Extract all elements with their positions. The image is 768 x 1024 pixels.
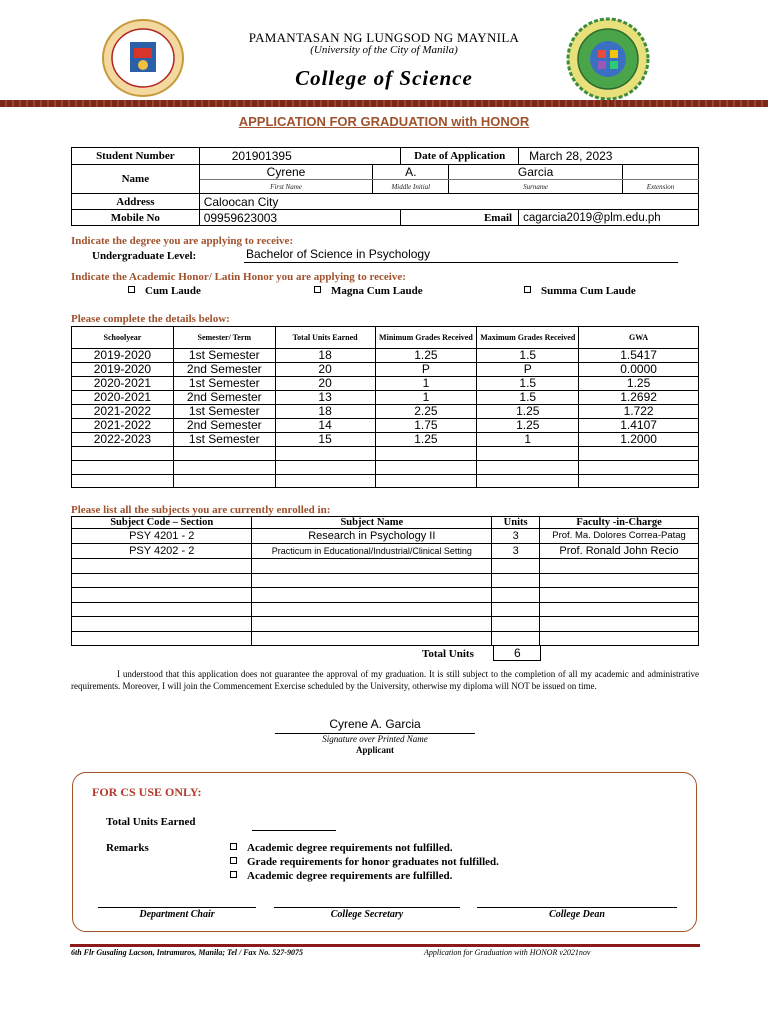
grades-cell-gwa[interactable]: 1.722 [579,405,699,419]
grades-header-gwa: GWA [579,327,699,349]
subject-cell-code[interactable] [72,588,252,603]
grades-cell-gwa[interactable] [579,447,699,461]
grades-cell-max-grade[interactable]: 1.25 [477,405,579,419]
middle-initial-field[interactable]: A. [373,165,449,180]
header-divider [0,100,768,107]
grades-cell-gwa[interactable] [579,474,699,488]
subject-cell-code[interactable]: PSY 4201 - 2 [72,529,252,544]
grades-cell-semester[interactable] [173,474,275,488]
subject-cell-units[interactable]: 3 [492,544,540,559]
grades-cell-min-grade[interactable]: 1.75 [375,419,477,433]
subject-cell-code[interactable] [72,573,252,588]
grades-cell-max-grade[interactable]: 1.5 [477,377,579,391]
subject-cell-faculty[interactable]: Prof. Ronald John Recio [540,544,699,559]
grades-cell-semester[interactable]: 1st Semester [173,433,275,447]
subjects-table [71,516,699,646]
grades-prompt: Please complete the details below: [71,313,230,325]
grades-cell-gwa[interactable]: 1.4107 [579,419,699,433]
grades-row [72,377,699,391]
grades-cell-max-grade[interactable] [477,447,579,461]
department-chair-line [98,907,256,908]
remarks-label: Remarks [106,842,149,854]
grades-cell-semester[interactable] [173,460,275,474]
remark-label-1: Academic degree requirements not fulfilled. [247,842,453,854]
grades-cell-gwa[interactable]: 1.2000 [579,433,699,447]
signature-caption: Signature over Printed Name [322,734,428,744]
subject-cell-name[interactable] [252,602,492,617]
email-field[interactable]: cagarcia2019@plm.edu.ph [519,210,699,226]
subjects-header-name: Subject Name [252,517,492,529]
remark-checkbox-2[interactable] [230,857,237,864]
cs-use-only-title: FOR CS USE ONLY: [92,785,202,799]
form-title: APPLICATION FOR GRADUATION with HONOR [238,114,530,129]
subject-cell-name[interactable] [252,631,492,646]
grades-cell-schoolyear[interactable]: 2021-2022 [72,419,174,433]
grades-header-max-grade: Maximum Grades Received [477,327,579,349]
grades-cell-total-units[interactable]: 14 [275,419,375,433]
subject-row [72,602,699,617]
surname-field[interactable]: Garcia [449,165,623,180]
grades-row [72,474,699,488]
grades-cell-max-grade[interactable] [477,474,579,488]
university-english-name: (University of the City of Manila) [310,44,458,56]
grades-header-min-grade: Minimum Grades Received [375,327,477,349]
applicant-statement: I understood that this application does not guarantee the approval of my graduation. It is still subject to the completion of all my academic and administrative requirements. Moreover, I will join the Commencement Exercise scheduled by the University, otherwise my diploma will NOT be issued on time. [71,669,699,691]
subject-row [72,573,699,588]
grades-cell-gwa[interactable]: 1.2692 [579,391,699,405]
grades-cell-total-units[interactable]: 15 [275,433,375,447]
grades-cell-total-units[interactable]: 13 [275,391,375,405]
subject-cell-units[interactable] [492,617,540,632]
cum-laude-checkbox[interactable] [128,286,135,293]
grades-cell-gwa[interactable]: 0.0000 [579,363,699,377]
remark-label-2: Grade requirements for honor graduates not fulfilled. [247,856,499,868]
remark-checkbox-1[interactable] [230,843,237,850]
mobile-label: Mobile No [72,210,200,226]
grades-cell-schoolyear[interactable]: 2021-2022 [72,405,174,419]
university-name: PAMANTASAN NG LUNGSOD NG MAYNILA [248,30,520,45]
subject-cell-units[interactable] [492,588,540,603]
subject-cell-faculty[interactable] [540,573,699,588]
subject-cell-faculty[interactable] [540,617,699,632]
subject-cell-units[interactable] [492,602,540,617]
student-number-label: Student Number [72,148,200,165]
grades-row [72,349,699,363]
applicant-printed-name: Cyrene A. Garcia [329,717,421,731]
subject-cell-name[interactable] [252,588,492,603]
remark-checkbox-3[interactable] [230,871,237,878]
grades-cell-total-units[interactable]: 20 [275,377,375,391]
total-units-earned-label: Total Units Earned [106,816,196,828]
grades-cell-schoolyear[interactable]: 2019-2020 [72,363,174,377]
grades-cell-max-grade[interactable]: 1.5 [477,349,579,363]
magna-cum-laude-option[interactable] [314,285,423,297]
subject-cell-code[interactable] [72,631,252,646]
grades-cell-schoolyear[interactable] [72,474,174,488]
subject-cell-code[interactable] [72,617,252,632]
subjects-header-code: Subject Code – Section [72,517,252,529]
footer-form-code: Application for Graduation with HONOR v2021nov [424,948,591,957]
subject-row [72,631,699,646]
total-units-label: Total Units [422,648,474,660]
subject-cell-code[interactable]: PSY 4202 - 2 [72,544,252,559]
magna-cum-laude-label: Magna Cum Laude [331,285,423,297]
grades-cell-schoolyear[interactable]: 2022-2023 [72,433,174,447]
grades-cell-min-grade[interactable] [375,447,477,461]
student-info-table [71,147,699,226]
subject-cell-faculty[interactable] [540,588,699,603]
extension-field[interactable] [622,165,698,180]
subject-row [72,559,699,574]
grades-cell-max-grade[interactable]: 1 [477,433,579,447]
subject-row [72,617,699,632]
footer-address: 6th Flr Gusaling Lacson, Intramuros, Manila; Tel / Fax No. 527-9075 [71,948,303,957]
student-number-field[interactable]: 201901395 [199,148,401,165]
grades-cell-max-grade[interactable]: P [477,363,579,377]
applicant-role: Applicant [355,745,394,755]
grades-cell-min-grade[interactable]: 1.25 [375,349,477,363]
grades-cell-semester[interactable]: 1st Semester [173,377,275,391]
date-of-application-field[interactable]: March 28, 2023 [519,148,699,165]
subject-cell-faculty[interactable] [540,631,699,646]
grades-cell-semester[interactable] [173,447,275,461]
name-label: Name [72,165,200,194]
department-chair-label: Department Chair [139,909,215,920]
grades-cell-max-grade[interactable] [477,460,579,474]
grades-row [72,447,699,461]
grades-row [72,419,699,433]
subject-cell-units[interactable] [492,631,540,646]
grades-row [72,405,699,419]
email-label: Email [401,210,519,226]
extension-caption: Extension [622,180,698,194]
grades-table [71,326,699,488]
date-of-application-label: Date of Application [401,148,519,165]
grades-header-total-units: Total Units Earned [275,327,375,349]
undergraduate-level-field[interactable]: Bachelor of Science in Psychology [244,247,678,263]
grades-row [72,460,699,474]
grades-cell-schoolyear[interactable]: 2019-2020 [72,349,174,363]
subject-cell-units[interactable]: 3 [492,529,540,544]
subjects-header-units: Units [492,517,540,529]
grades-cell-max-grade[interactable]: 1.25 [477,419,579,433]
grades-cell-semester[interactable]: 2nd Semester [173,363,275,377]
summa-cum-laude-checkbox[interactable] [524,286,531,293]
cum-laude-label: Cum Laude [145,285,201,297]
subject-cell-name[interactable] [252,617,492,632]
middle-initial-caption: Middle Initial [373,180,449,194]
subject-cell-units[interactable] [492,573,540,588]
grades-cell-schoolyear[interactable] [72,447,174,461]
magna-cum-laude-checkbox[interactable] [314,286,321,293]
remark-option-1[interactable] [230,842,453,854]
grades-row [72,433,699,447]
grades-cell-schoolyear[interactable]: 2020-2021 [72,391,174,405]
first-name-field[interactable]: Cyrene [199,165,373,180]
grades-cell-max-grade[interactable]: 1.5 [477,391,579,405]
college-secretary-label: College Secretary [330,909,404,920]
grades-cell-gwa[interactable]: 1.25 [579,377,699,391]
grades-header-schoolyear: Schoolyear [72,327,174,349]
surname-caption: Surname [449,180,623,194]
college-dean-label: College Dean [549,909,605,920]
subject-cell-name[interactable] [252,573,492,588]
subject-cell-name[interactable] [252,559,492,574]
grades-cell-min-grade[interactable] [375,460,477,474]
subject-row [72,588,699,603]
subject-row [72,544,699,559]
grades-cell-total-units[interactable] [275,460,375,474]
summa-cum-laude-option[interactable] [524,285,636,297]
honor-prompt: Indicate the Academic Honor/ Latin Honor you are applying to receive: [71,271,406,283]
summa-cum-laude-label: Summa Cum Laude [541,285,636,297]
remark-option-2[interactable] [230,856,499,868]
grades-row [72,391,699,405]
footer-divider [70,944,700,947]
grades-cell-min-grade[interactable] [375,474,477,488]
subject-cell-faculty[interactable] [540,559,699,574]
grades-cell-semester[interactable]: 2nd Semester [173,391,275,405]
undergraduate-level-label: Undergraduate Level: [92,250,197,262]
grades-cell-gwa[interactable] [579,460,699,474]
grades-cell-schoolyear[interactable] [72,460,174,474]
grades-cell-min-grade[interactable]: P [375,363,477,377]
grades-cell-min-grade[interactable]: 2.25 [375,405,477,419]
subject-cell-code[interactable] [72,602,252,617]
grades-cell-gwa[interactable]: 1.5417 [579,349,699,363]
grades-cell-semester[interactable]: 2nd Semester [173,419,275,433]
grades-cell-min-grade[interactable]: 1.25 [375,433,477,447]
subject-cell-name[interactable]: Practicum in Educational/Industrial/Clinical Setting [252,544,492,559]
subject-cell-code[interactable] [72,559,252,574]
address-field[interactable]: Caloocan City [199,194,698,210]
grades-row [72,363,699,377]
grades-cell-total-units[interactable] [275,474,375,488]
total-units-field[interactable]: 6 [493,645,541,661]
first-name-caption: First Name [199,180,373,194]
grades-header-semester: Semester/ Term [173,327,275,349]
college-name: College of Science [295,66,473,90]
grades-cell-total-units[interactable]: 20 [275,363,375,377]
subject-row [72,529,699,544]
grades-cell-total-units[interactable]: 18 [275,405,375,419]
grades-cell-schoolyear[interactable]: 2020-2021 [72,377,174,391]
grades-cell-min-grade[interactable]: 1 [375,391,477,405]
total-units-earned-line[interactable] [252,830,336,831]
grades-cell-total-units[interactable]: 18 [275,349,375,363]
grades-cell-total-units[interactable] [275,447,375,461]
subjects-prompt: Please list all the subjects you are currently enrolled in: [71,504,331,516]
college-dean-line [477,907,677,908]
grades-cell-semester[interactable]: 1st Semester [173,349,275,363]
grades-cell-min-grade[interactable]: 1 [375,377,477,391]
cum-laude-option[interactable] [128,285,201,297]
mobile-field[interactable]: 09959623003 [199,210,401,226]
degree-prompt: Indicate the degree you are applying to receive: [71,235,294,247]
remark-option-3[interactable] [230,870,452,882]
subject-cell-units[interactable] [492,559,540,574]
subjects-header-faculty: Faculty -in-Charge [540,517,699,529]
college-secretary-line [274,907,460,908]
subject-cell-faculty[interactable] [540,602,699,617]
address-label: Address [72,194,200,210]
subject-cell-name[interactable]: Research in Psychology II [252,529,492,544]
remark-label-3: Academic degree requirements are fulfilled. [247,870,453,882]
subject-cell-faculty[interactable]: Prof. Ma. Dolores Correa-Patag [540,529,699,544]
grades-cell-semester[interactable]: 1st Semester [173,405,275,419]
